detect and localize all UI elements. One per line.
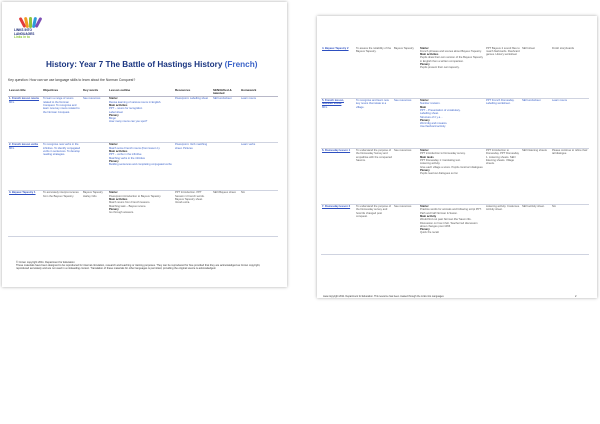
lesson-title-cell xyxy=(8,142,42,190)
outline-cell xyxy=(419,98,485,148)
lesson-title-link[interactable]: 5. French lesson, reflexive vocab xyxy=(322,99,344,106)
lesson-title-cell xyxy=(321,46,355,98)
outline-heading: Starter xyxy=(420,205,429,209)
outline-text: Pupils present their own tapestry. xyxy=(420,66,460,70)
lesson-title-link[interactable]: 1. French lesson nouns xyxy=(9,97,40,101)
outline-text: How many nouns can you spot? xyxy=(109,120,148,124)
header-objectives: Objectives xyxy=(42,88,82,96)
keywords-cell xyxy=(82,142,108,190)
outline-text: Structure of il y a… xyxy=(420,115,443,119)
lesson-subject: MFL xyxy=(9,100,15,104)
resources-cell: Listening activity. Costumes. Activity sheet. xyxy=(485,204,521,254)
resources-cell: PPT French Domesday. Labelling worksheet. xyxy=(485,98,521,148)
table-row xyxy=(321,98,589,148)
lesson-title-cell xyxy=(321,98,355,148)
copyright-line: © Crown copyright 2011. Department for Education xyxy=(16,261,75,264)
outline-heading: Main activities xyxy=(109,149,128,153)
table-row xyxy=(321,204,589,254)
lesson-title-link[interactable]: 6. Domesday lesson 1 xyxy=(322,149,351,153)
homework-cell: Learn nouns xyxy=(240,96,278,142)
logo-line-1: LINKS INTO xyxy=(14,28,33,32)
lesson-title-cell xyxy=(8,190,42,236)
outline-heading: Starter xyxy=(109,143,118,147)
outline-text: Listening activity. xyxy=(420,162,441,166)
sen-cell: SEN worksheet xyxy=(212,96,240,142)
logo-line-3: Links in to xyxy=(14,35,30,40)
outline-heading: Plenary xyxy=(420,63,430,67)
page-2-footer: www.copyright 2011. Department for Education. This resource has been created through the Links into Languages xyxy=(323,295,444,298)
outline-text: Matching task – Bayeux scene. xyxy=(109,204,147,208)
sen-cell: SEN listening sheets xyxy=(521,148,551,204)
header-lesson-outline: Lesson outline xyxy=(108,88,174,96)
sen-cell: SEN worksheet xyxy=(521,98,551,148)
header-resources: Resources xyxy=(174,88,212,96)
outline-text: Labelling sheet. xyxy=(420,112,439,116)
outline-text: Would find out past Norman life/ Saxon life. xyxy=(420,218,472,222)
keywords-cell: Bayeux Tapestry xyxy=(393,46,419,98)
resources-cell: PPT Introduction to Domesday. PPT Domesday 1. Listening sheets. SEN listening sheets. Village sheets. xyxy=(485,148,521,204)
outline-text: PPT – Presentation of vocabulary. xyxy=(420,108,461,112)
outline-text: Match nouns from French lessons. xyxy=(109,201,151,205)
outline-text: Powerpoint introduction to Bayeux Tapestry. xyxy=(109,194,162,198)
table-row xyxy=(321,148,589,204)
table-row xyxy=(8,96,278,142)
outline-heading: Main activities xyxy=(109,103,128,107)
outline-text: Pupils read out dialogues so far. xyxy=(420,172,459,176)
outline-text: Discussion on how it felt. Teacher led discussion about changes post 1066 xyxy=(420,221,478,228)
table-row xyxy=(8,142,278,190)
outline-text: PPT – verbs in the infinitive xyxy=(109,153,142,157)
table-header-row xyxy=(8,88,278,96)
document-page-1 xyxy=(2,2,287,287)
links-into-languages-logo xyxy=(14,8,46,42)
outline-cell xyxy=(419,148,485,204)
outline-heading: Main activities xyxy=(420,53,439,57)
lesson-title-link[interactable]: 3. Bayeux Tapestry 1 xyxy=(9,191,36,195)
outline-heading: Plenary xyxy=(109,113,119,117)
lesson-subject: MFL xyxy=(9,146,15,150)
keywords-cell: Bayeux Tapestry Harley Odo xyxy=(82,190,108,236)
lesson-title-link[interactable]: 4. Bayeux Tapestry 2 xyxy=(322,46,349,50)
header-key-words: Key words xyxy=(82,88,108,96)
page-title xyxy=(46,60,276,69)
page-number: 2 xyxy=(575,295,577,298)
outline-heading: Starter xyxy=(420,46,429,50)
outline-text: Match some French nouns (from lesson 1). xyxy=(109,146,161,150)
outline-cell xyxy=(108,142,174,190)
keywords-cell: See resources xyxy=(82,96,108,142)
header-lesson-title: Lesson title xyxy=(8,88,42,96)
outline-text: Use flashcard activity. xyxy=(420,125,446,129)
outline-text: Word dig and mosaics. xyxy=(420,122,448,126)
title-language: (French) xyxy=(224,60,258,69)
resources-cell: PPT Bayeux 2 sound files to match flashcards. Flashcard games. History worksheet xyxy=(485,46,521,98)
header-homework: Homework xyxy=(240,88,278,96)
resources-cell: Powerpoint. Verb matching sheet. Pictures xyxy=(174,142,212,190)
outline-text: Give each village a score. Pupils construct dialogues xyxy=(420,165,483,169)
lesson-title-link[interactable]: 2. French lesson verbs xyxy=(9,143,39,147)
keywords-cell: See resources xyxy=(393,98,419,148)
outline-text: PPT – nouns for recognition xyxy=(109,107,143,111)
outline-heading: Starter xyxy=(420,149,429,153)
outline-cell xyxy=(108,190,174,236)
outline-heading: Starter xyxy=(109,191,118,195)
outline-heading: Main activity xyxy=(420,214,437,218)
header-sen: SEN/Gifted & talented xyxy=(212,88,240,96)
outline-heading: Main activities xyxy=(109,197,128,201)
lesson-table-page-1 xyxy=(8,88,278,237)
homework-cell: Learn nouns xyxy=(551,98,589,148)
objectives-cell: To recognise new verbs in the infinitive. To identify conjugated verbs in sentences. To develop reading strategies. xyxy=(42,142,82,190)
outline-cell xyxy=(419,46,485,98)
table-row xyxy=(321,46,589,98)
homework-cell: NA xyxy=(551,204,589,254)
table-row xyxy=(8,190,278,236)
outline-text: Bingo xyxy=(109,117,116,121)
outline-heading: Starter xyxy=(420,99,429,103)
sen-cell xyxy=(212,142,240,190)
page-1-footer xyxy=(16,261,272,271)
outline-text: Quick fire recall. xyxy=(420,231,440,235)
outline-heading: Starter xyxy=(109,97,118,101)
outline-cell xyxy=(108,96,174,142)
outline-heading: Plenary xyxy=(420,168,430,172)
usage-notice: These materials have been designed to be reproduced for internal circulation, research and teaching or training purposes. They can be reproduced for free provided that they are acknowledged as Crown copyright, reproduced accurately and are not used in a misleading context. Translation of these materials for other languages is permitted, providing the original source is acknowledged. xyxy=(16,264,261,271)
objectives-cell: To recognise and learn new key nouns that relate to a village. xyxy=(355,98,393,148)
outline-cell xyxy=(419,204,485,254)
outline-text: Revise learning of various nouns in English. xyxy=(109,100,162,104)
objectives-cell: To learn a range of nouns related to the Norman Conquest. To recognise and learn new key nouns related to the Norman Conquest. xyxy=(42,96,82,142)
outline-text: French phrases and scenes about Bayeux Tapestry. xyxy=(420,49,482,53)
resources-cell: Powerpoint. Labelling sheet xyxy=(174,96,212,142)
title-main: History: Year 7 The Battle of Hastings History xyxy=(46,60,225,69)
lesson-title-link[interactable]: 7. Domesday lesson 2 xyxy=(322,205,351,209)
homework-cell: Learn verbs xyxy=(240,142,278,190)
outline-text: Matching verbs in the infinitive xyxy=(109,156,146,160)
objectives-cell: To understand the purpose of the Domesday survey and how life changed post conquest. xyxy=(355,204,393,254)
sen-cell: SEN Bayeux sheet. xyxy=(212,190,240,236)
sen-cell: SEN sheet xyxy=(521,46,551,98)
logo-line-2: LANGUAGES xyxy=(14,31,35,36)
objectives-cell: To understand the purpose of the Domesday Survey and empathise with the conquered Saxons. xyxy=(355,148,393,204)
outline-text: Label sheet xyxy=(109,110,123,114)
outline-text: PPT introduction to Domesday survey. xyxy=(420,152,466,156)
objectives-cell: To assess the reliability of the Bayeux Tapestry. xyxy=(355,46,393,98)
outline-text: Building sentences and completing conjugated verbs xyxy=(109,163,172,167)
homework-cell: Please continue to refine their tall dialogue xyxy=(551,148,589,204)
homework-cell: Finish storyboards xyxy=(551,46,589,98)
keywords-cell: See resources xyxy=(393,148,419,204)
outline-heading: Plenary xyxy=(109,159,119,163)
outline-heading: Plenary xyxy=(420,118,430,122)
lesson-subject: MFL xyxy=(322,105,328,109)
homework-cell: NA xyxy=(240,190,278,236)
outline-text: Number revision. xyxy=(420,102,441,106)
outline-text: Practice words for animals and following script PPT. Path and half Norman & Saxon. xyxy=(420,208,482,215)
lesson-title-cell xyxy=(8,96,42,142)
outline-text: PPT Domesday 1: translating text. xyxy=(420,158,461,162)
keywords-cell: See resources xyxy=(393,204,419,254)
sen-cell: SEN activity sheet. xyxy=(521,204,551,254)
lesson-title-cell xyxy=(321,148,355,204)
outline-text: Go through answers. xyxy=(109,211,134,215)
outline-heading: Plenary xyxy=(420,228,430,232)
objectives-cell: To accurately interpret scenes from the Bayeux Tapestry. xyxy=(42,190,82,236)
outline-heading: Main xyxy=(420,105,427,109)
resources-cell: PPT Introduction. PPT Session 1 French words. Bayeux Tapestry sheet. Vocab extra. xyxy=(174,190,212,236)
key-question: Key question: How can we use language skills to learn about the Norman Conquest? xyxy=(8,78,136,82)
outline-heading: Main tasks xyxy=(420,155,434,159)
outline-text: Pupils draw their own version of the Bayeux Tapestry in English then a written comparison. xyxy=(420,56,483,63)
lesson-table-page-2 xyxy=(321,46,589,255)
document-page-2 xyxy=(317,16,597,298)
lesson-title-cell xyxy=(321,204,355,254)
outline-heading: Plenary xyxy=(109,207,119,211)
